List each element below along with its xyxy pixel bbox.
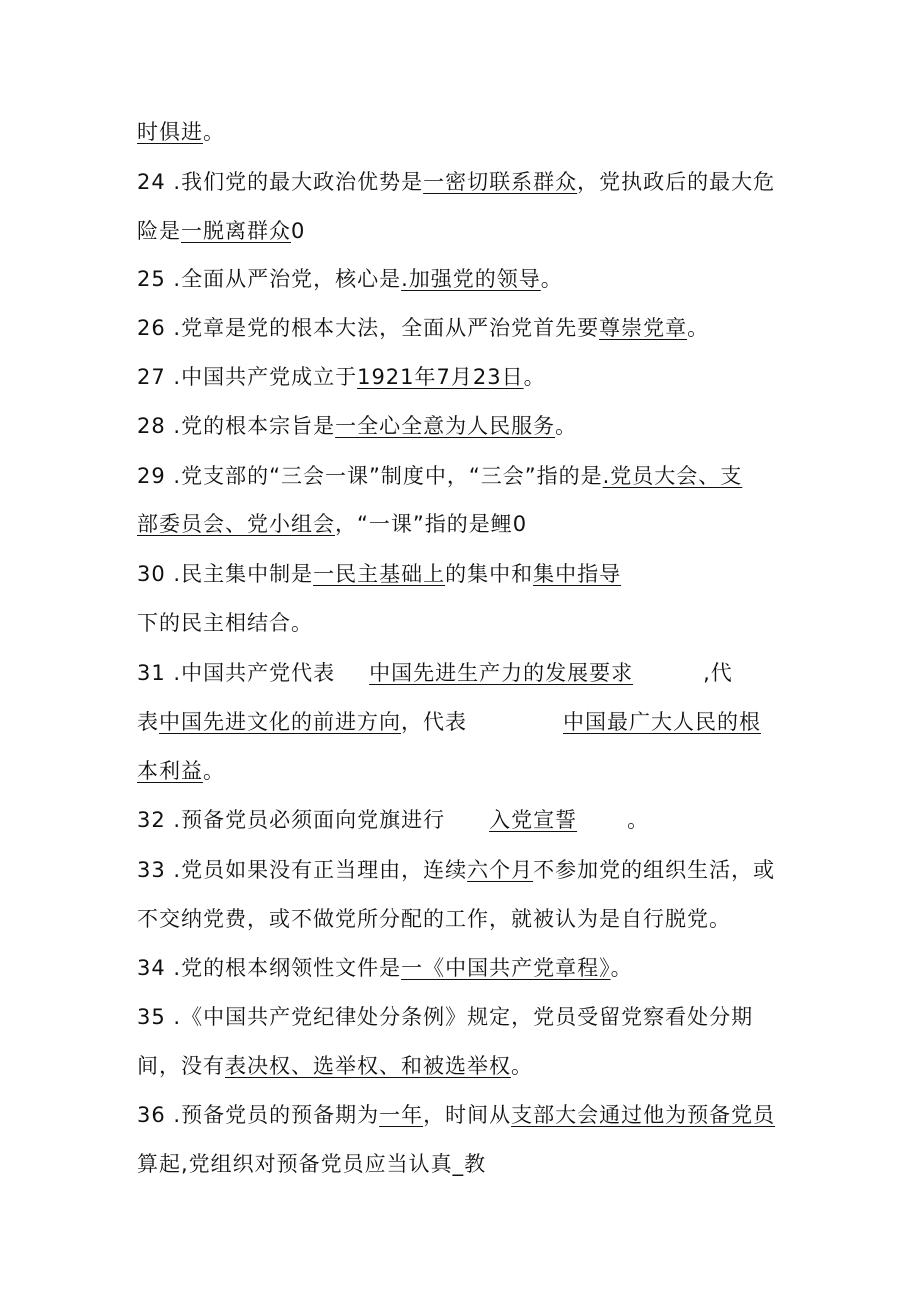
line-text: 表 [137,710,159,734]
line-text: ，“一课”指的是鲤0 [335,512,528,536]
text-line [137,805,649,835]
line-text: 算起,党组织对预备党员应当认真_教 [137,1152,487,1176]
line-text: 险是 [137,219,181,243]
text-line [137,411,577,441]
underlined-answer: 部委员会、党小组会 [137,512,335,536]
line-text: 27 .中国共产党成立于 [137,365,358,389]
line-text: 26 .党章是党的根本大法，全面从严治党首先要 [137,316,600,340]
underlined-answer: 支部大会通过他为预备党员 [511,1103,776,1127]
line-text: 。 [523,365,546,389]
line-text: 29 .党支部的“三会一课”制度中，“三会”指的是 [137,464,603,488]
text-line [137,216,305,246]
line-text: 28 .党的根本宗旨是 [137,414,336,438]
underlined-answer: 入党宣誓 [489,808,578,832]
underlined-answer: 一年 [379,1103,424,1127]
text-line [137,953,633,983]
text-line [137,559,621,589]
text-line [137,509,527,539]
text-line [137,1002,753,1032]
underlined-answer: 中国最广大人民的根 [563,710,761,734]
line-text: 30 .民主集中制是 [137,562,314,586]
underlined-answer: 时俱进 [137,120,203,144]
line-text: 32 .预备党员必须面向党旗进行 [137,808,446,832]
line-text: 。 [687,316,710,340]
line-text: 。 [511,1054,533,1078]
line-text: 25 .全面从严治党，核心是 [137,267,402,291]
underlined-answer: 一《中国共产党章程》 [401,956,611,980]
underlined-answer: 一民主基础上 [313,562,446,586]
line-text: 35 .《中国共产党纪律处分条例》规定，党员受留党察看处分期 [137,1005,754,1029]
text-line [137,264,563,294]
text-line [137,313,709,343]
line-text: 。 [203,759,225,783]
underlined-answer: 六个月 [467,858,534,882]
text-line [137,608,313,638]
line-text: 。 [203,120,225,144]
text-line [137,1149,486,1179]
line-text: 31 .中国共产党代表 [137,661,336,685]
line-text: 。 [610,956,633,980]
line-text: 间，没有 [137,1054,225,1078]
line-text: ，党执政后的最大危 [577,170,776,194]
text-line [137,117,225,147]
underlined-answer: .党员大会、支 [602,464,743,488]
text-line [137,1100,775,1130]
line-text: 。 [540,267,563,291]
line-text: 33 .党员如果没有正当理由，连续 [137,858,468,882]
text-line [137,167,775,197]
line-text: 不参加党的组织生活，或 [533,858,776,882]
text-line [137,904,731,934]
text-line [137,707,761,737]
text-line [137,855,775,885]
underlined-answer: 一密切联系群众 [423,170,578,194]
line-text: 。 [555,414,578,438]
underlined-answer: 集中指导 [533,562,622,586]
line-text: 的集中和 [445,562,534,586]
line-text: 。 [627,808,650,832]
underlined-answer: 表决权、选举权、和被选举权 [225,1054,511,1078]
underlined-answer: 尊崇党章 [599,316,688,340]
line-text: 24 .我们党的最大政治优势是 [137,170,424,194]
line-text: 不交纳党费，或不做党所分配的工作，就被认为是自行脱党。 [137,907,731,931]
text-line [137,362,546,392]
text-line [137,461,742,491]
underlined-answer: 本利益 [137,759,203,783]
text-line [137,756,225,786]
line-text: ,代 [703,661,733,685]
text-line [137,1051,533,1081]
line-text: 34 .党的根本纲领性文件是 [137,956,402,980]
line-text: 0 [291,219,306,243]
underlined-answer: 1921年7月23日 [357,365,524,389]
line-text: ，代表 [401,710,467,734]
text-line [137,658,733,688]
line-text: ，时间从 [423,1103,512,1127]
underlined-answer: 中国先进生产力的发展要求 [369,661,634,685]
underlined-answer: 一脱离群众 [181,219,291,243]
underlined-answer: 中国先进文化的前进方向 [159,710,401,734]
underlined-answer: .加强党的领导 [401,267,541,291]
underlined-answer: 一全心全意为人民服务 [335,414,556,438]
line-text: 36 .预备党员的预备期为 [137,1103,380,1127]
line-text: 下的民主相结合。 [137,611,313,635]
